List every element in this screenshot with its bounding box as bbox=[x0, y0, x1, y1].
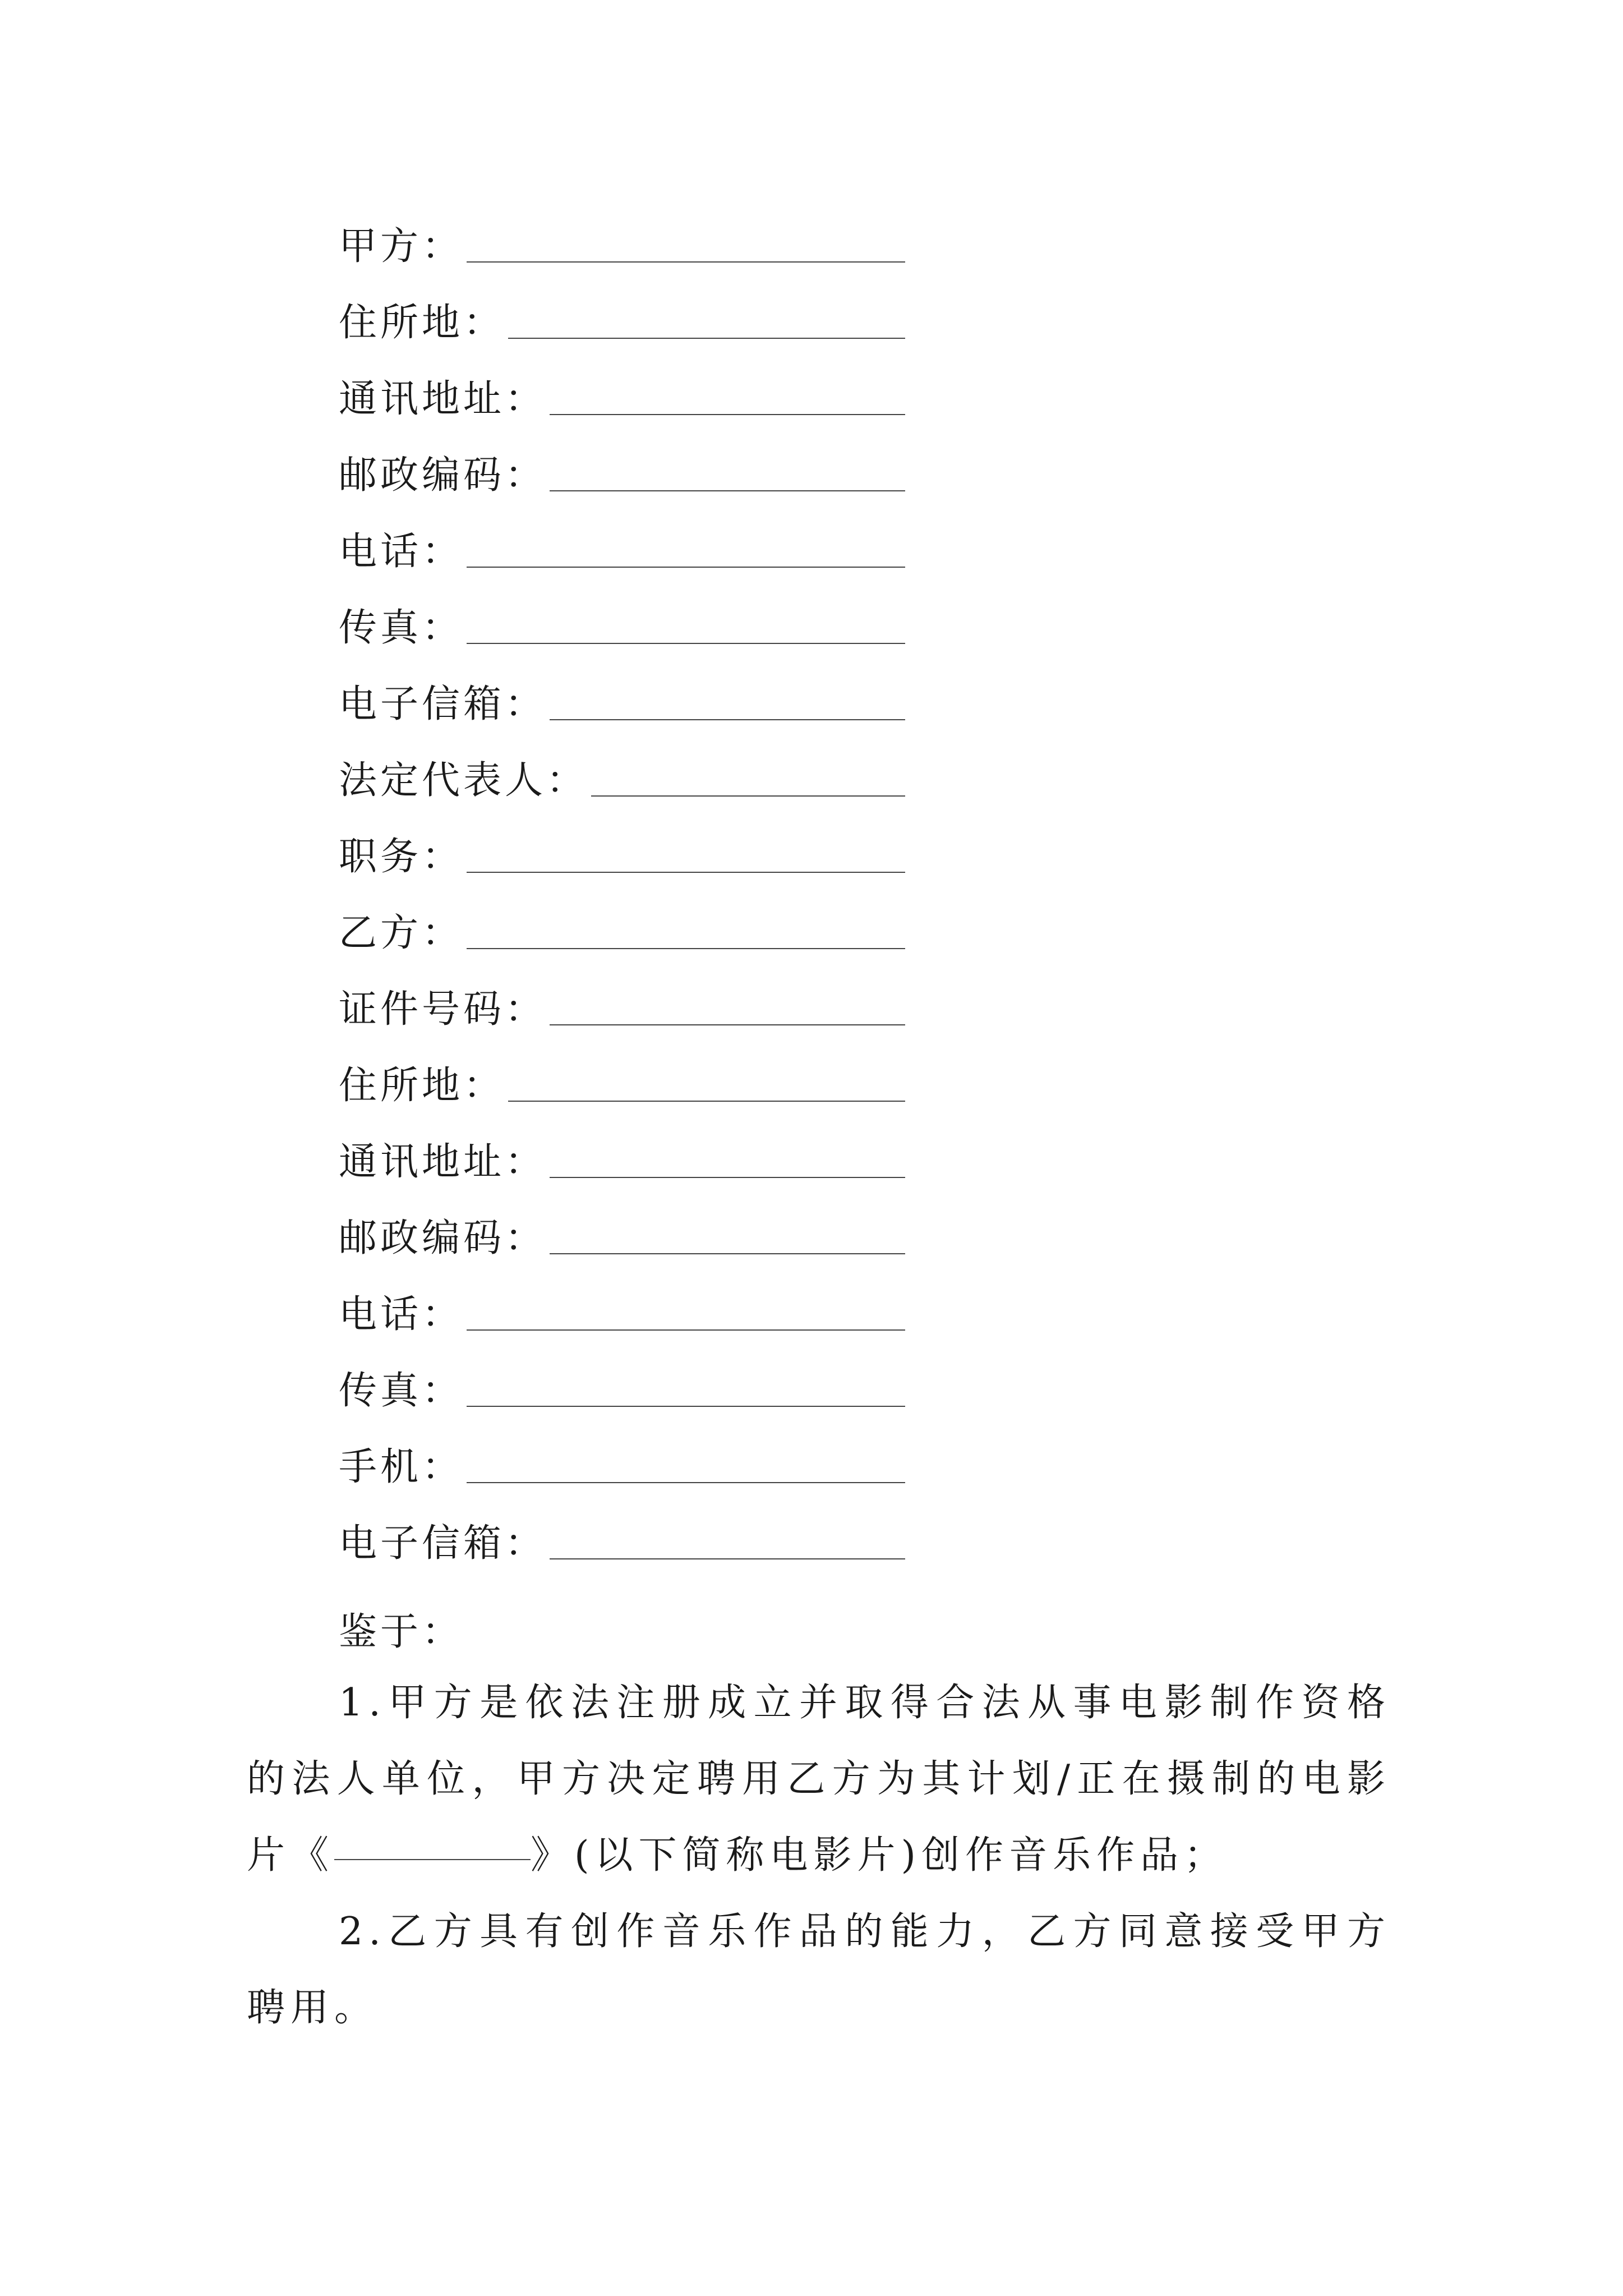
party-a-postcode-field[interactable] bbox=[339, 439, 905, 498]
film-title-blank[interactable] bbox=[334, 1859, 531, 1860]
clause-1-text-after: 》(以下简称电影片)创作音乐作品； bbox=[531, 1833, 1228, 1878]
party-a-fax-field[interactable] bbox=[339, 591, 905, 650]
party-b-postcode-blank[interactable] bbox=[550, 1253, 905, 1254]
party-a-position-field[interactable] bbox=[339, 820, 905, 879]
party-b-fax-label: 传真： bbox=[339, 1369, 464, 1413]
party-b-address-field[interactable] bbox=[339, 1049, 905, 1108]
party-b-name-blank[interactable] bbox=[467, 948, 905, 949]
party-b-fax-blank[interactable] bbox=[467, 1406, 905, 1407]
party-b-id-label: 证件号码： bbox=[339, 987, 547, 1032]
party-a-legal-rep-label: 法定代表人： bbox=[339, 758, 588, 803]
party-b-id-field[interactable] bbox=[339, 973, 905, 1032]
party-a-fax-blank[interactable] bbox=[467, 643, 905, 644]
party-a-mail-address-label: 通讯地址： bbox=[339, 377, 547, 421]
party-a-position-label: 职务： bbox=[339, 835, 464, 879]
party-a-mail-address-blank[interactable] bbox=[550, 414, 905, 415]
party-b-postcode-label: 邮政编码： bbox=[339, 1216, 547, 1260]
party-b-address-label: 住所地： bbox=[339, 1064, 505, 1108]
party-a-address-field[interactable] bbox=[339, 286, 905, 345]
party-b-name-label: 乙方： bbox=[339, 911, 464, 955]
party-a-name-field[interactable] bbox=[339, 210, 905, 269]
party-a-address-blank[interactable] bbox=[508, 338, 905, 339]
whereas-clause-1 bbox=[247, 1665, 1391, 1894]
party-a-fax-label: 传真： bbox=[339, 606, 464, 650]
party-a-name-label: 甲方： bbox=[339, 224, 464, 269]
party-a-address-label: 住所地： bbox=[339, 301, 505, 345]
party-b-fax-field[interactable] bbox=[339, 1354, 905, 1413]
clause-1-text-before: 1.甲方是依法注册成立并取得合法从事电影制作资格的法人单位，甲方决定聘用乙方为其计划/正在摄制的电影片《 bbox=[247, 1681, 1391, 1878]
party-b-phone-field[interactable] bbox=[339, 1278, 905, 1337]
party-b-email-label: 电子信箱： bbox=[339, 1521, 547, 1566]
whereas-clause-2: 2.乙方具有创作音乐作品的能力，乙方同意接受甲方聘用。 bbox=[247, 1910, 1391, 2030]
party-a-phone-blank[interactable] bbox=[467, 567, 905, 568]
party-b-postcode-field[interactable] bbox=[339, 1202, 905, 1258]
party-b-mobile-label: 手机： bbox=[339, 1445, 464, 1489]
party-b-email-field[interactable] bbox=[339, 1507, 905, 1566]
party-a-phone-label: 电话： bbox=[339, 530, 464, 574]
whereas-heading: 鉴于： bbox=[339, 1610, 464, 1654]
party-b-mail-address-label: 通讯地址： bbox=[339, 1140, 547, 1184]
party-b-email-blank[interactable] bbox=[550, 1558, 905, 1559]
party-b-phone-label: 电话： bbox=[339, 1292, 464, 1337]
party-b-mobile-field[interactable] bbox=[339, 1430, 905, 1487]
party-a-email-field[interactable] bbox=[339, 668, 905, 724]
party-a-email-label: 电子信箱： bbox=[339, 682, 547, 726]
party-a-mail-address-field[interactable] bbox=[339, 362, 905, 421]
party-a-name-blank[interactable] bbox=[467, 261, 905, 263]
party-a-legal-rep-field[interactable] bbox=[339, 744, 905, 803]
party-a-legal-rep-blank[interactable] bbox=[591, 795, 905, 797]
party-a-postcode-blank[interactable] bbox=[550, 490, 905, 491]
party-b-mobile-blank[interactable] bbox=[467, 1482, 905, 1483]
party-a-postcode-label: 邮政编码： bbox=[339, 453, 547, 498]
party-b-phone-blank[interactable] bbox=[467, 1329, 905, 1331]
party-a-phone-field[interactable] bbox=[339, 515, 905, 574]
party-a-position-blank[interactable] bbox=[467, 872, 905, 873]
party-b-name-field[interactable] bbox=[339, 896, 905, 953]
party-a-email-blank[interactable] bbox=[550, 719, 905, 720]
party-b-mail-address-blank[interactable] bbox=[550, 1177, 905, 1178]
party-b-address-blank[interactable] bbox=[508, 1101, 905, 1102]
party-b-id-blank[interactable] bbox=[550, 1024, 905, 1025]
party-b-mail-address-field[interactable] bbox=[339, 1125, 905, 1184]
